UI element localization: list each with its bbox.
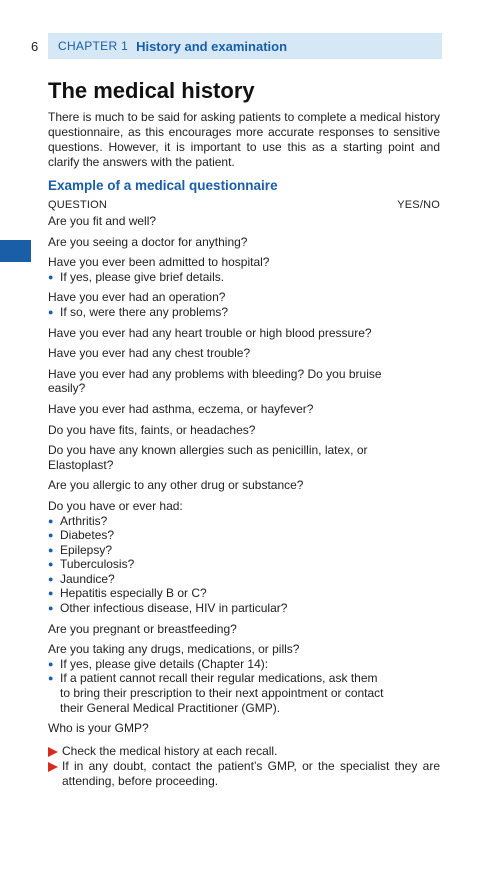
question-text: Have you ever had asthma, eczema, or hayfever? — [48, 401, 314, 416]
question-item — [48, 255, 388, 284]
question-item — [48, 290, 388, 319]
chapter-title: History and examination — [136, 38, 288, 54]
question-text: Are you seeing a doctor for anything? — [48, 234, 248, 249]
question-item — [48, 499, 388, 616]
bullet-item: ● Arthritis? — [48, 514, 388, 529]
question-text: Do you have or ever had: — [48, 498, 183, 513]
bullet-item: ● If yes, please give brief details. — [48, 270, 388, 285]
question-text: Do you have any known allergies such as penicillin, latex, or Elastoplast? — [48, 443, 368, 472]
answer-column-header: YES/NO — [397, 199, 440, 211]
question-text: Have you ever had an operation? — [48, 290, 226, 305]
question-text: Have you ever had any heart trouble or high blood pressure? — [48, 325, 372, 340]
chapter-label: CHAPTER 1 — [58, 39, 129, 53]
question-item — [48, 423, 388, 438]
column-headers — [48, 199, 440, 211]
bullet-item: ● If yes, please give details (Chapter 14): — [48, 657, 388, 672]
question-bullets — [48, 305, 388, 320]
bullet-item: ● Tuberculosis? — [48, 557, 388, 572]
bullet-item: ● Epilepsy? — [48, 543, 388, 558]
question-text: Are you pregnant or breastfeeding? — [48, 621, 237, 636]
bullet-item: ● If a patient cannot recall their regular medications, ask them to bring their prescription to their next appointment or contact their General Medical Practitioner (GMP). — [48, 671, 388, 715]
question-item — [48, 402, 388, 417]
question-item — [48, 214, 388, 229]
question-item — [48, 443, 388, 472]
question-text: Do you have fits, faints, or headaches? — [48, 422, 256, 437]
bullet-item: ● Jaundice? — [48, 572, 388, 587]
note-item — [48, 759, 440, 789]
question-item — [48, 642, 388, 715]
bullet-item: ● If so, were there any problems? — [48, 305, 388, 320]
question-text: Have you ever been admitted to hospital? — [48, 255, 270, 270]
question-bullets — [48, 270, 388, 285]
question-text: Have you ever had any problems with bleeding? Do you bruise easily? — [48, 366, 382, 396]
question-item — [48, 326, 388, 341]
question-column-header: QUESTION — [48, 199, 108, 211]
intro-paragraph: There is much to be said for asking patients to complete a medical history questionnaire, as this encourages more accurate responses to sensitive questions. However, it is important to use this as a starting point and clarify the answers with the patient. — [48, 110, 440, 169]
question-item — [48, 721, 388, 736]
question-text: Are you taking any drugs, medications, or pills? — [48, 642, 300, 657]
note-item — [48, 744, 440, 759]
question-bullets — [48, 657, 388, 715]
note-text: If in any doubt, contact the patient’s GMP, or the specialist they are attending, before proceeding. — [62, 758, 440, 788]
question-text: Who is your GMP? — [48, 721, 149, 736]
question-item — [48, 346, 388, 361]
bullet-item: ● Hepatitis especially B or C? — [48, 586, 388, 601]
page-number: 6 — [31, 39, 39, 54]
section-heading: Example of a medical questionnaire — [48, 178, 278, 193]
notes — [48, 744, 440, 789]
question-text: Are you fit and well? — [48, 214, 157, 228]
note-text: Check the medical history at each recall. — [62, 743, 278, 758]
question-item — [48, 235, 388, 250]
bullet-item: ● Other infectious disease, HIV in particular? — [48, 601, 388, 616]
chapter-header — [48, 33, 442, 59]
red-triangle-icon — [48, 762, 58, 772]
question-item — [48, 622, 388, 637]
page-title: The medical history — [48, 78, 255, 103]
question-bullets — [48, 514, 388, 616]
question-item — [48, 478, 388, 493]
question-item — [48, 367, 388, 396]
question-text: Are you allergic to any other drug or substance? — [48, 478, 304, 493]
red-triangle-icon — [48, 747, 58, 757]
question-text: Have you ever had any chest trouble? — [48, 346, 251, 361]
bullet-item: ● Diabetes? — [48, 528, 388, 543]
questionnaire — [48, 214, 440, 736]
page-content — [48, 78, 440, 789]
chapter-thumb-tab — [0, 240, 31, 262]
